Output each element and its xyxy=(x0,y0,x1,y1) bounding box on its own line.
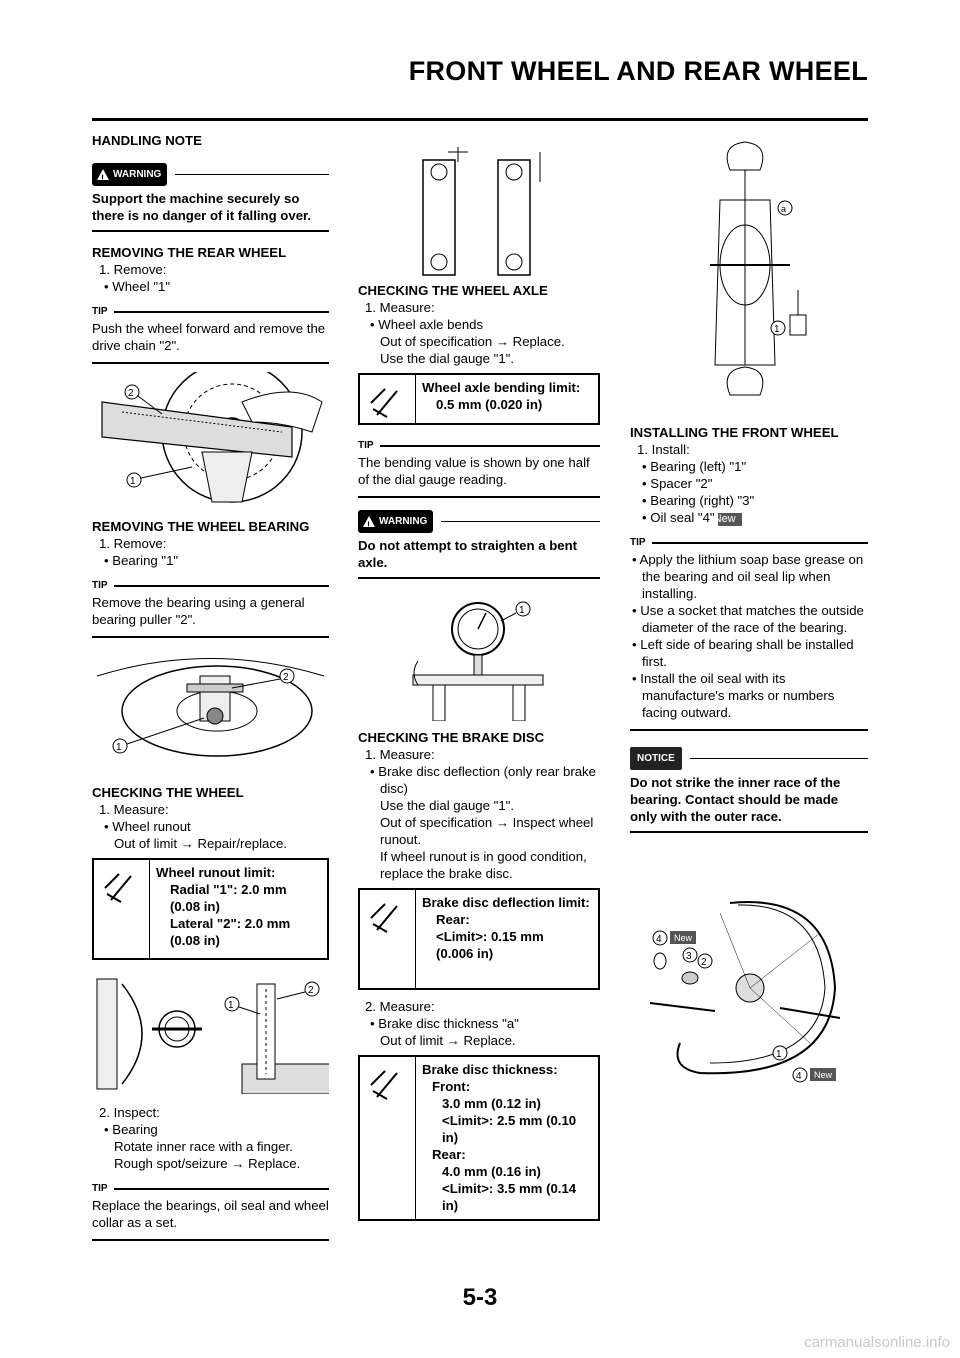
spec-title: Wheel axle bending limit: xyxy=(422,380,581,395)
spec-value: Front: xyxy=(432,1079,471,1094)
notice-text: Do not strike the inner race of the bearing. Contact should be made only with the outer race. xyxy=(630,775,841,824)
notice-header xyxy=(630,747,868,770)
bullet-text: • Brake disc deflection (only rear brake disc) xyxy=(370,764,596,796)
body-text: Rough spot/seizure → Replace. xyxy=(114,1156,301,1171)
warning-header xyxy=(358,510,600,533)
section-heading: CHECKING THE WHEEL xyxy=(92,785,244,800)
step-text: 1. Remove: xyxy=(99,262,167,277)
step-text: 2. Inspect: xyxy=(99,1105,160,1120)
spec-value: 0.5 mm (0.020 in) xyxy=(436,397,543,412)
svg-text:3: 3 xyxy=(686,951,692,962)
page-number: 5-3 xyxy=(462,1284,498,1311)
bullet-text: • Bearing xyxy=(104,1122,158,1137)
bullet-text: • Bearing "1" xyxy=(104,553,179,568)
tip-text: Remove the bearing using a general bearing puller "2". xyxy=(92,595,305,627)
svg-text:1: 1 xyxy=(116,742,122,753)
step-text: 1. Measure: xyxy=(365,300,435,315)
watermark: carmanualsonline.info xyxy=(804,1334,950,1351)
svg-text:2: 2 xyxy=(128,388,134,399)
body-text: Use the dial gauge "1". xyxy=(380,798,514,813)
tip-header: TIP xyxy=(92,303,329,320)
wheel-runout-figure xyxy=(92,974,329,1094)
tip-header: TIP xyxy=(92,1180,329,1197)
body-text: Use the dial gauge "1". xyxy=(380,351,514,366)
step-text: 1. Install: xyxy=(637,442,690,457)
axle-bend-figure xyxy=(358,142,600,282)
tip-header: TIP xyxy=(358,437,600,454)
spec-wrench-icon xyxy=(360,1057,416,1219)
tip-text: Push the wheel forward and remove the drive chain "2". xyxy=(92,321,326,353)
warning-badge: ! WARNING xyxy=(358,510,433,533)
column-right xyxy=(630,128,868,1083)
spec-title: Brake disc thickness: xyxy=(422,1062,558,1077)
front-wheel-stand-figure xyxy=(630,140,868,420)
spec-value: Radial "1": 2.0 mm xyxy=(170,882,287,897)
dial-gauge-figure xyxy=(358,591,600,721)
body-text: Out of limit → Replace. xyxy=(380,1033,516,1048)
svg-text:1: 1 xyxy=(130,476,136,487)
tip-header: TIP xyxy=(92,577,329,594)
handling-note-heading: HANDLING NOTE xyxy=(92,133,202,148)
column-left xyxy=(92,128,329,1241)
bullet-text: • Oil seal "4"New xyxy=(630,509,868,526)
bullet-text: • Wheel axle bends xyxy=(370,317,484,332)
tip-text: • Install the oil seal with its manufacture's marks or numbers facing outward. xyxy=(632,671,835,720)
front-wheel-exploded-figure xyxy=(630,893,868,1083)
spec-value: in) xyxy=(442,1198,459,1213)
warning-header xyxy=(92,163,329,186)
svg-text:1: 1 xyxy=(774,324,780,335)
svg-text:New: New xyxy=(674,933,693,943)
bullet-text: • Wheel "1" xyxy=(104,279,171,294)
body-text: If wheel runout is in good condition, replace the brake disc. xyxy=(380,849,587,881)
spec-value: (0.006 in) xyxy=(436,946,494,961)
tip-text: • Left side of bearing shall be installed first. xyxy=(632,637,854,669)
spec-box-axle-bending xyxy=(358,373,600,425)
spec-title: Brake disc deflection limit: xyxy=(422,895,590,910)
spec-value: (0.08 in) xyxy=(170,933,220,948)
body-text: Rotate inner race with a finger. xyxy=(114,1139,293,1154)
step-text: 1. Measure: xyxy=(99,802,169,817)
spec-value: (0.08 in) xyxy=(170,899,220,914)
spec-wrench-icon xyxy=(360,375,416,423)
step-text: 2. Measure: xyxy=(365,999,435,1014)
spec-box-disc-thickness xyxy=(358,1055,600,1221)
spec-value: Lateral "2": 2.0 mm xyxy=(170,916,291,931)
svg-text:1: 1 xyxy=(776,1049,782,1060)
title-rule xyxy=(92,118,868,121)
warning-text: Support the machine securely so there is no danger of it falling over. xyxy=(92,191,312,223)
section-heading: REMOVING THE WHEEL BEARING xyxy=(92,519,310,534)
spec-title: Wheel runout limit: xyxy=(156,865,276,880)
body-text: Out of limit → Repair/replace. xyxy=(114,836,287,851)
bullet-text: • Bearing (left) "1" xyxy=(642,459,747,474)
spec-value: <Limit>: 3.5 mm (0.14 xyxy=(442,1181,577,1196)
bullet-text: • Bearing (right) "3" xyxy=(642,493,755,508)
tip-text: • Apply the lithium soap base grease on the bearing and oil seal lip when installing. xyxy=(632,552,864,601)
svg-text:2: 2 xyxy=(283,672,289,683)
svg-text:4: 4 xyxy=(656,934,662,945)
section-heading: REMOVING THE REAR WHEEL xyxy=(92,245,287,260)
bullet-text: • Wheel runout xyxy=(104,819,191,834)
bullet-text: • Brake disc thickness "a" xyxy=(370,1016,519,1031)
page-title: FRONT WHEEL AND REAR WHEEL xyxy=(408,56,868,86)
bullet-text: • Spacer "2" xyxy=(642,476,713,491)
svg-text:1: 1 xyxy=(228,1000,234,1011)
rear-wheel-removal-figure xyxy=(92,372,329,512)
svg-text:New: New xyxy=(814,1070,833,1080)
tip-header: TIP xyxy=(630,534,868,551)
spec-value: Rear: xyxy=(436,912,470,927)
spec-value: 4.0 mm (0.16 in) xyxy=(442,1164,541,1179)
tip-text: Replace the bearings, oil seal and wheel collar as a set. xyxy=(92,1198,329,1230)
warning-triangle-icon xyxy=(97,169,109,180)
new-tag: New xyxy=(718,513,742,526)
step-text: 1. Remove: xyxy=(99,536,167,551)
spec-value: <Limit>: 2.5 mm (0.10 xyxy=(442,1113,577,1128)
svg-text:2: 2 xyxy=(701,957,707,968)
svg-text:4: 4 xyxy=(796,1071,802,1082)
section-heading: CHECKING THE WHEEL AXLE xyxy=(358,283,548,298)
column-middle xyxy=(358,128,600,1221)
spec-value: in) xyxy=(442,1130,459,1145)
warning-triangle-icon xyxy=(363,516,375,527)
spec-wrench-icon xyxy=(94,860,150,958)
svg-text:2: 2 xyxy=(308,985,314,996)
svg-text:a: a xyxy=(781,204,787,214)
bearing-puller-figure xyxy=(92,646,329,776)
body-text: Out of specification → Inspect wheel runout. xyxy=(380,815,594,847)
spec-box-disc-deflection xyxy=(358,888,600,990)
notice-badge: NOTICE xyxy=(630,747,682,770)
svg-text:1: 1 xyxy=(519,605,525,616)
warning-text: Do not attempt to straighten a bent axle. xyxy=(358,538,578,570)
spec-value: <Limit>: 0.15 mm xyxy=(436,929,544,944)
section-heading: CHECKING THE BRAKE DISC xyxy=(358,730,545,745)
warning-badge: ! WARNING xyxy=(92,163,167,186)
spec-wrench-icon xyxy=(360,890,416,988)
tip-text: • Use a socket that matches the outside diameter of the race of the bearing. xyxy=(632,603,864,635)
step-text: 1. Measure: xyxy=(365,747,435,762)
spec-value: 3.0 mm (0.12 in) xyxy=(442,1096,541,1111)
body-text: Out of specification → Replace. xyxy=(380,334,565,349)
spec-value: Rear: xyxy=(432,1147,466,1162)
section-heading: INSTALLING THE FRONT WHEEL xyxy=(630,425,839,440)
spec-box-wheel-runout xyxy=(92,858,329,960)
tip-text: The bending value is shown by one half of the dial gauge reading. xyxy=(358,455,590,487)
